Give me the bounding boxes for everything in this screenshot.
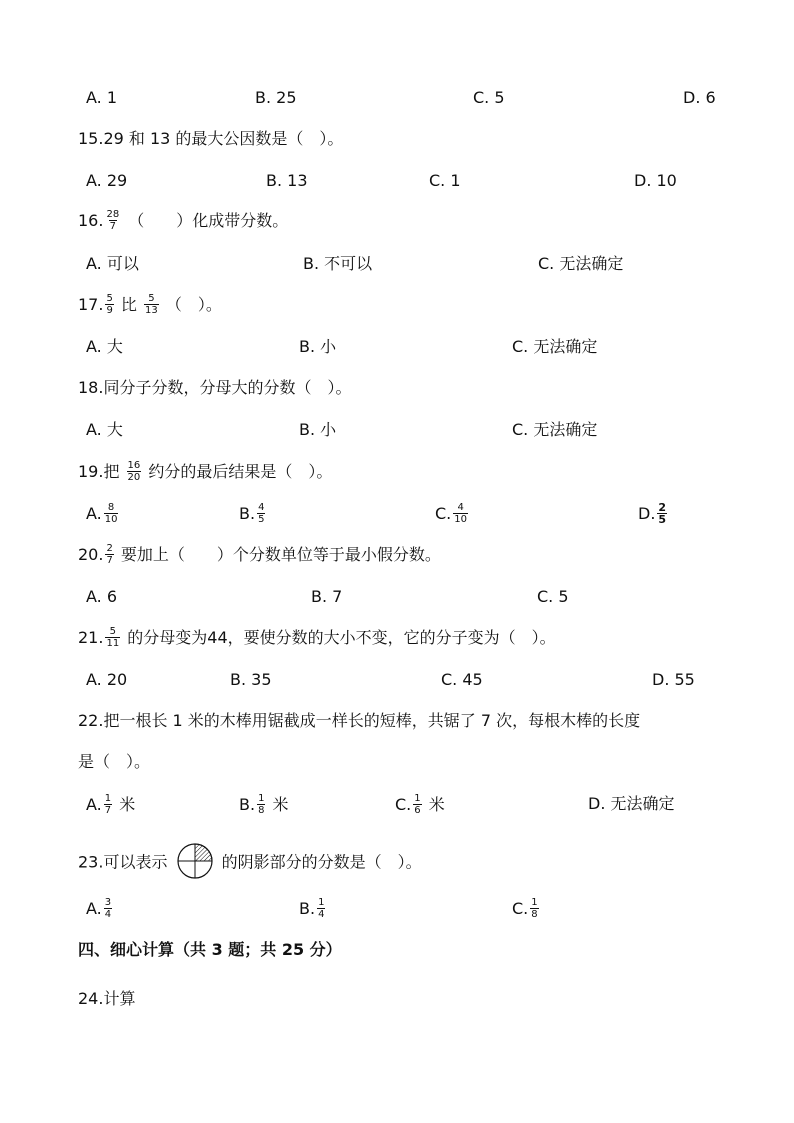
q19-option-c-num: 4 (457, 502, 464, 513)
q16-fraction (105, 209, 120, 232)
q23-text-before: 23.可以表示 (78, 852, 168, 872)
q21-fraction (105, 626, 120, 649)
q21-frac-num: 5 (109, 626, 116, 637)
q14-option-c[interactable]: C. 5 (473, 88, 505, 107)
q23-option-c-label: C. (512, 899, 529, 918)
q23-circle-figure (175, 843, 215, 879)
q17-compare-word: 比 (120, 295, 137, 314)
q19-option-a-den: 10 (104, 514, 118, 525)
q20-frac-num: 2 (106, 543, 113, 554)
q16-option-c[interactable]: C. 无法确定 (538, 254, 624, 273)
q16-question (78, 210, 288, 233)
q18-options (0, 420, 794, 444)
q15-option-b[interactable]: B. 13 (266, 171, 308, 190)
q17-text: （ ）。 (165, 295, 222, 314)
q16-frac-den: 7 (109, 221, 116, 232)
q17-frac1-num: 5 (106, 293, 113, 304)
q17-frac1-den: 9 (106, 305, 113, 316)
q19-option-a[interactable] (86, 503, 120, 526)
q17-frac2-den: 13 (145, 305, 158, 316)
q18-option-b[interactable]: B. 小 (299, 420, 337, 439)
q19-option-b-label: B. (239, 504, 256, 523)
q22-option-b-unit: 米 (272, 795, 289, 814)
q21-option-d[interactable]: D. 55 (652, 670, 695, 689)
q22-option-a-unit: 米 (119, 795, 136, 814)
q20-fraction (105, 543, 113, 566)
q21-question (78, 627, 556, 650)
q19-option-c-label: C. (435, 504, 452, 523)
q16-option-b[interactable]: B. 不可以 (303, 254, 373, 273)
q17-fraction-2 (144, 293, 159, 316)
q22-option-a-num: 1 (104, 793, 112, 804)
q23-question (78, 845, 422, 881)
q16-option-a[interactable]: A. 可以 (86, 254, 139, 273)
q22-option-b-label: B. (239, 795, 256, 814)
q21-option-c[interactable]: C. 45 (441, 670, 483, 689)
q22-option-d[interactable]: D. 无法确定 (588, 794, 675, 813)
q18-option-a[interactable]: A. 大 (86, 420, 123, 439)
q23-text-after: 的阴影部分的分数是（ ）。 (221, 852, 422, 872)
q23-option-c-den: 8 (531, 909, 538, 920)
q22-question-line1: 22.把一根长 1 米的木棒用锯截成一样长的短棒，共锯了 7 次，每根木棒的长度 (78, 711, 641, 730)
q22-option-c-unit: 米 (428, 795, 445, 814)
q14-option-d[interactable]: D. 6 (683, 88, 716, 107)
q19-option-b-den: 5 (258, 514, 265, 525)
q15-options (0, 171, 794, 195)
q15-option-a[interactable]: A. 29 (86, 171, 128, 190)
quartered-circle-icon (175, 843, 215, 879)
q20-question (78, 544, 441, 567)
q20-option-c[interactable]: C. 5 (537, 587, 569, 606)
q17-option-a[interactable]: A. 大 (86, 337, 123, 356)
q23-options (0, 898, 794, 922)
q14-options (0, 88, 794, 112)
q17-fraction-1 (105, 293, 113, 316)
q20-option-a[interactable]: A. 6 (86, 587, 118, 606)
q15-option-d[interactable]: D. 10 (634, 171, 677, 190)
q22-option-b-num: 1 (258, 793, 265, 804)
q20-text: 要加上（ ）个分数单位等于最小假分数。 (120, 545, 441, 564)
q19-option-c-den: 10 (454, 514, 467, 525)
q21-option-a[interactable]: A. 20 (86, 670, 128, 689)
q24-question: 24.计算 (78, 989, 136, 1008)
q22-option-b[interactable] (239, 794, 289, 817)
q19-text-after: 约分的最后结果是（ ）。 (148, 462, 333, 481)
q22-option-a-label: A. (86, 795, 102, 814)
q18-question: 18.同分子分数，分母大的分数（ ）。 (78, 378, 352, 397)
q17-option-b[interactable]: B. 小 (299, 337, 337, 356)
q19-option-a-num: 8 (107, 502, 115, 513)
q19-option-d-label: D. (638, 504, 656, 523)
q22-option-a-den: 7 (104, 805, 112, 816)
q22-option-c-den: 6 (414, 805, 421, 816)
q19-frac-num: 16 (127, 460, 141, 471)
q22-option-a[interactable] (86, 794, 135, 817)
q19-option-d-num: 2 (658, 501, 667, 514)
q17-number: 17. (78, 295, 104, 314)
q20-options (0, 587, 794, 611)
q16-number: 16. (78, 211, 104, 230)
q19-options (0, 503, 794, 527)
q19-option-a-label: A. (86, 504, 102, 523)
q19-fraction (127, 460, 142, 483)
q23-option-a-num: 3 (104, 897, 112, 908)
q20-number: 20. (78, 545, 104, 564)
q17-question (78, 294, 222, 317)
q23-option-a-den: 4 (104, 909, 112, 920)
q22-option-c-label: C. (395, 795, 412, 814)
q18-option-c[interactable]: C. 无法确定 (512, 420, 598, 439)
q19-frac-den: 20 (127, 472, 141, 483)
q22-options (0, 794, 794, 818)
q21-option-b[interactable]: B. 35 (230, 670, 272, 689)
q23-option-a-label: A. (86, 899, 102, 918)
q23-option-b-num: 1 (318, 897, 325, 908)
q21-text: 的分母变为44，要使分数的大小不变，它的分子变为（ ）。 (127, 628, 556, 647)
q19-option-d-den: 5 (658, 513, 667, 526)
q23-option-c[interactable] (512, 898, 541, 921)
q19-option-b[interactable] (239, 503, 267, 526)
q15-option-c[interactable]: C. 1 (429, 171, 461, 190)
q20-frac-den: 7 (106, 555, 113, 566)
q17-option-c[interactable]: C. 无法确定 (512, 337, 598, 356)
q19-question (78, 461, 332, 484)
q14-option-a[interactable]: A. 1 (86, 88, 118, 107)
q19-option-d[interactable] (638, 503, 669, 526)
q20-option-b[interactable]: B. 7 (311, 587, 343, 606)
q22-question-line2: 是（ ）。 (78, 752, 151, 771)
q21-options (0, 670, 794, 694)
q16-frac-num: 28 (106, 209, 120, 220)
q19-option-b-num: 4 (258, 502, 265, 513)
q21-number: 21. (78, 628, 104, 647)
q21-frac-den: 11 (106, 638, 120, 649)
q23-option-b-den: 4 (318, 909, 325, 920)
q14-option-b[interactable]: B. 25 (255, 88, 297, 107)
q15-question: 15.29 和 13 的最大公因数是（ ）。 (78, 129, 344, 148)
q17-frac2-num: 5 (148, 293, 155, 304)
q23-option-c-num: 1 (531, 897, 538, 908)
q22-option-b-den: 8 (258, 805, 265, 816)
q22-option-c-num: 1 (414, 793, 421, 804)
q19-option-c[interactable] (435, 503, 470, 526)
q16-text: （ ）化成带分数。 (128, 211, 289, 230)
q19-text-before: 19.把 (78, 462, 120, 481)
q23-option-b-label: B. (299, 899, 316, 918)
q23-option-b[interactable] (299, 898, 327, 921)
q16-options (0, 254, 794, 278)
section-4-heading: 四、细心计算（共 3 题；共 25 分） (78, 940, 342, 959)
q23-option-a[interactable] (86, 898, 114, 921)
q17-options (0, 337, 794, 361)
q22-option-c[interactable] (395, 794, 445, 817)
